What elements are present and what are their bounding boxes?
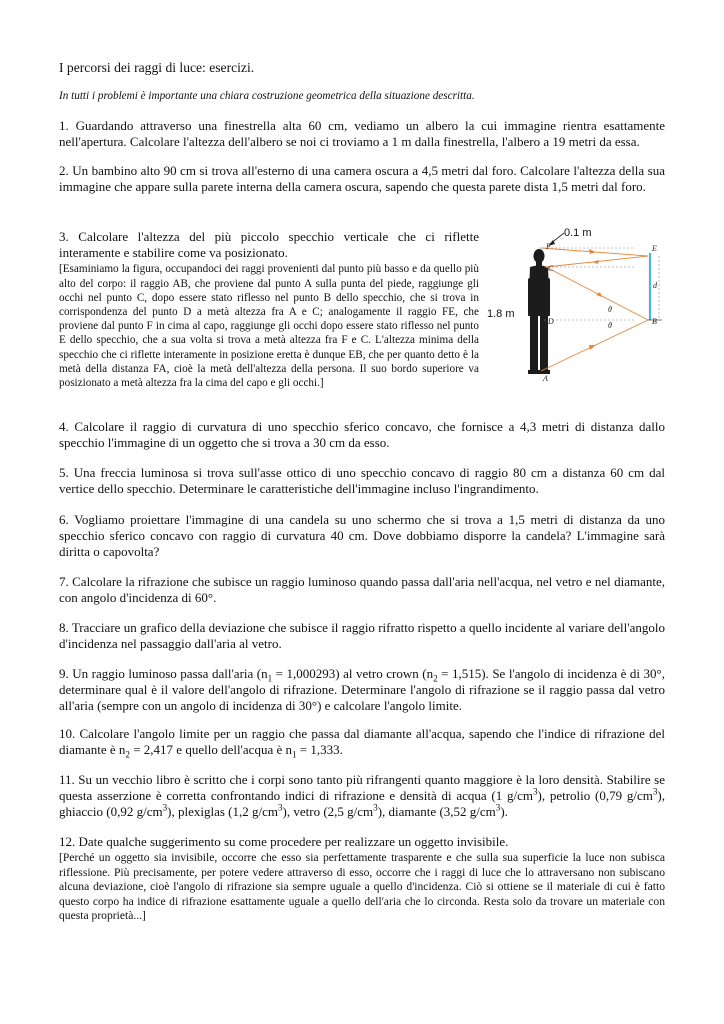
exercise-11: 11. Su un vecchio libro è scritto che i corpi sono tanto più rifrangenti quanto maggiore è la loro densità. Stabilire se questa asserzione è corretta confrontando indici di rifrazione e densità di acqua (1 $g/cm^3$), petrolio (0,79 $g/cm^3$), ghiaccio (0,92 $g/cm^3$), plexiglas (1,2 $g/cm^3$), vetro (2,5 $g/cm^3$), diamante (3,52 $g/cm^3$).	[59, 772, 665, 820]
exercise-9: 9. Un raggio luminoso passa dall'aria $(n_1 = 1,000293)$ al vetro crown $(n_2 = 1,515)$. Se l'angolo di incidenza è di 30°, determinare qual è il valore dell'angolo di rifrazione. Determinare l'angolo di rifrazione se il raggio passa dal vetro all'aria (sempre con un angolo di incidenza di 30°) e calcolare l'angolo limite.	[59, 666, 665, 714]
exercise-6: 6. Vogliamo proiettare l'immagine di una candela su uno schermo che si trova a 1,5 metri di distanza da uno specchio sferico concavo con raggio di curvatura 40 cm. Dove dobbiamo disporre la candela? L'immagine sarà diritta o capovolta?	[59, 512, 665, 560]
ray-arrow-icon	[596, 292, 602, 297]
exercise-4: 4. Calcolare il raggio di curvatura di uno specchio sferico concavo, che fornisce a 4,3 metri di distanza dallo specchio l'immagine di un oggetto che si trova a 30 cm da esso.	[59, 419, 665, 451]
page-title: I percorsi dei raggi di luce: esercizi.	[59, 60, 255, 75]
point-label-b: B	[652, 317, 657, 326]
exercise-3	[59, 229, 479, 390]
exercise-5: 5. Una freccia luminosa si trova sull'asse ottico di uno specchio concavo di raggio 80 cm a distanza 60 cm dal vertice dello specchio. Determinare le caratteristiche dell'immagine incluso l'ingrandimento.	[59, 465, 665, 497]
exercise-8: 8. Tracciare un grafico della deviazione che subisce il raggio rifratto rispetto a quello incidente al variare dell'angolo d'incidenza nel passaggio dall'aria al vetro.	[59, 620, 665, 652]
point-label-a: A	[543, 374, 548, 383]
point-label-f: F	[546, 242, 551, 251]
ray-arrow-icon	[592, 260, 599, 264]
exercise-12-question: 12. Date qualche suggerimento su come procedere per realizzare un oggetto invisibile.	[59, 834, 509, 849]
mirror-length-label: d	[653, 281, 657, 290]
angle-label-1: θ	[608, 305, 612, 314]
ray-arrow-icon	[589, 249, 596, 254]
light-rays	[541, 248, 648, 371]
exercise-7: 7. Calcolare la rifrazione che subisce un raggio luminoso quando passa dall'aria nell'acqua, nel vetro e nel diamante, con angolo d'incidenza di 60°.	[59, 574, 665, 606]
exercise-12-answer: [Perché un oggetto sia invisibile, occorre che esso sia perfettamente trasparente e che sulla sua superficie la luce non subisca riflessione. Più precisamente, per potere vedere attraverso di esso, occorre che i raggi di luce che lo attraversano non subiscano alcuna deviazione, cioè l'angolo di rifrazione sia sempre uguale a quello d'incidenza. Ciò si ottiene se il materiale di cui è fatto questo corpo ha indice di rifrazione esattamente uguale a quello dell'aria che lo circonda. Resta solo da trovare un materiale con questa proprietà...]	[59, 851, 665, 923]
height-label: 1.8 m	[487, 308, 515, 320]
point-label-d: D	[548, 317, 554, 326]
ray-arrows	[589, 249, 602, 350]
exercise-2: 2. Un bambino alto 90 cm si trova all'esterno di una camera oscura a 4,5 metri dal foro. Calcolare l'altezza della sua immagine che appare sulla parete interna della camera oscura, sapendo che questa parete dista 1,5 metri dal foro.	[59, 163, 665, 195]
intro-note: In tutti i problemi è importante una chiara costruzione geometrica della situazione descritta.	[59, 90, 475, 102]
exercise-3-answer: [Esaminiamo la figura, occupandoci dei raggi provenienti dal punto più basso e da quello più alto del corpo: il raggio AB, che proviene dal punto A sulla punta del piede, raggiunge gli occhi nel punto C, dopo essere stato riflesso nel punto B dello specchio, che si trova in corrispondenza del punto D a metà altezza fra A e C; analogamente il raggio FE, che proviene dal punto F in cima al capo, raggiunge gli occhi dopo essere stato riflesso nel punto E dello specchio, che a sua volta si trova a metà altezza fra F e C. L'altezza minima della specchio che ci riflette interamente in posizione eretta è dunque EB, che per quanto detto è la metà della distanza FA, cioè la metà dell'altezza della persona. Il suo bordo superiore va posizionato a metà altezza fra la cima del capo e gli occhi.]	[59, 263, 479, 390]
exercise-10: 10. Calcolare l'angolo limite per un raggio che passa dal diamante all'acqua, sapendo che l'indice di rifrazione del diamante è $n_2 = 2,417$ e quello dell'acqua è $n_1 = 1,333$.	[59, 726, 665, 760]
angle-label-2: θ	[608, 321, 612, 330]
exercise-3-question: 3. Calcolare l'altezza del più piccolo specchio verticale che ci riflette interamente e stabilire come va posizionato.	[59, 229, 479, 261]
point-label-e: E	[652, 244, 657, 253]
ray-arrow-icon	[589, 345, 596, 350]
mirror-figure	[484, 222, 669, 387]
exercise-1: 1. Guardando attraverso una finestrella alta 60 cm, vediamo un albero la cui immagine rientra esattamente nell'apertura. Calcolare l'altezza dell'albero se noi ci troviamo a 1 m dalla finestrella, l'albero a 19 metri da essa.	[59, 118, 665, 150]
point-label-c: C	[548, 264, 554, 273]
distance-label: 0.1 m	[564, 227, 592, 239]
